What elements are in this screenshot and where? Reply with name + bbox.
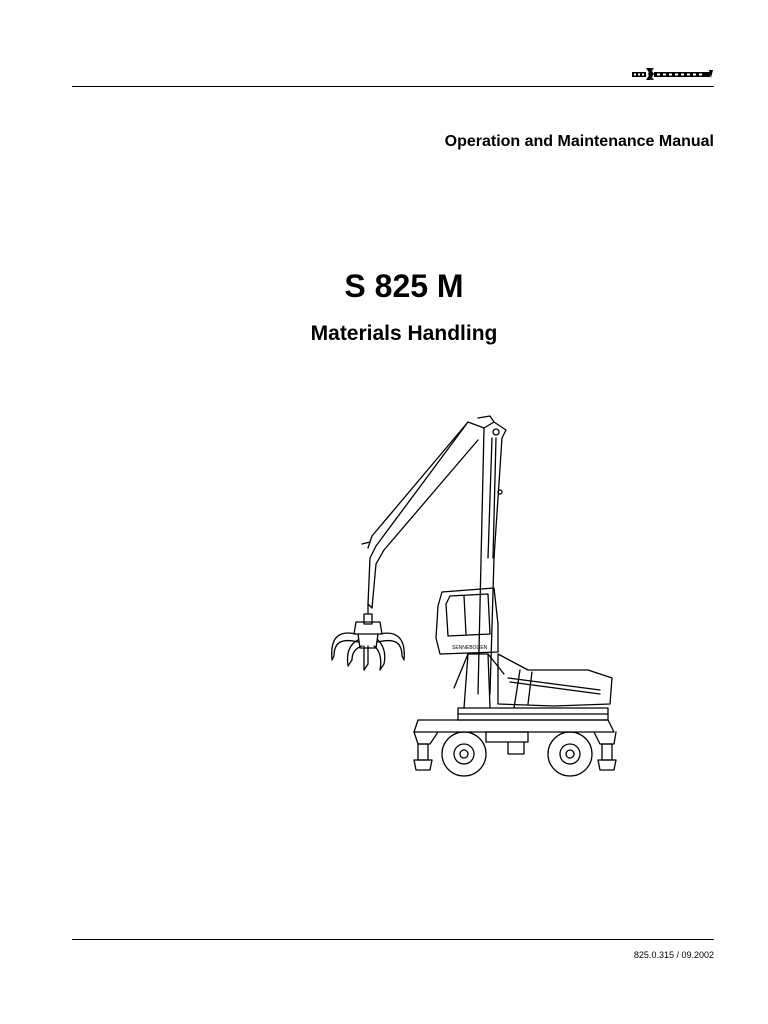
model-title: S 825 M bbox=[344, 268, 464, 304]
footer-rule bbox=[72, 939, 714, 940]
product-title: Materials Handling bbox=[310, 322, 498, 345]
company-logo bbox=[632, 66, 714, 82]
svg-text:SENNEBOGEN: SENNEBOGEN bbox=[452, 645, 488, 651]
document-number: 825.0.315 / 09.2002 bbox=[633, 950, 714, 960]
manual-subtitle: Operation and Maintenance Manual bbox=[444, 133, 714, 150]
header-rule bbox=[72, 86, 714, 87]
material-handler-machine-icon bbox=[318, 408, 618, 788]
